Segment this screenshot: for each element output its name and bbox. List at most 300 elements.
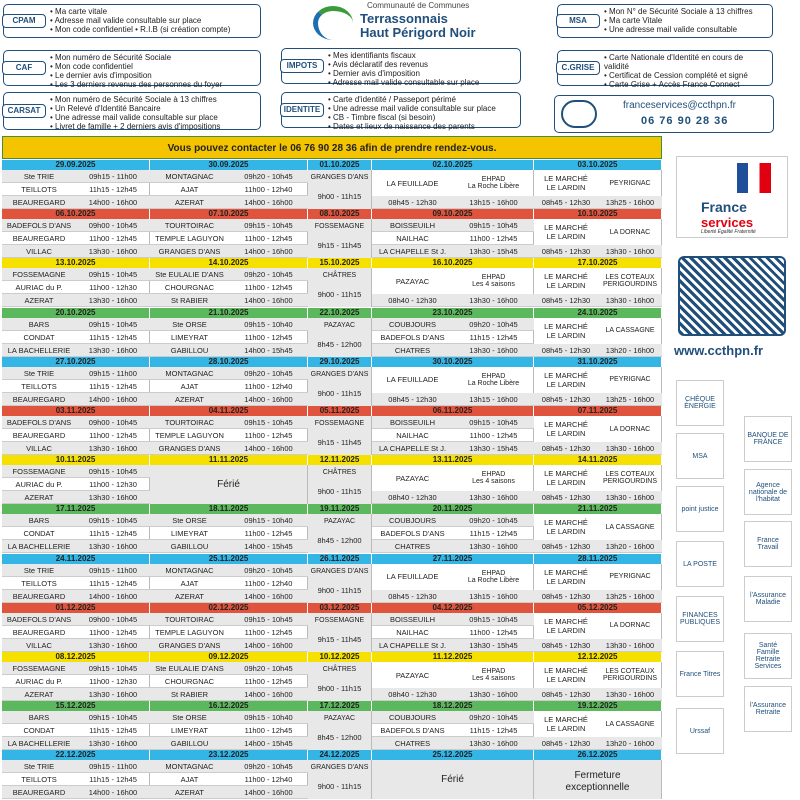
commune-name xyxy=(372,662,453,688)
day-block xyxy=(150,416,308,455)
day-block xyxy=(372,514,534,553)
day-date: 24.11.2025 xyxy=(2,554,150,564)
commune-name: CHATRES xyxy=(372,344,453,357)
day-date: 04.12.2025 xyxy=(372,603,534,613)
time-slot: 9h00 - 11h15 xyxy=(317,782,362,792)
commune-name: LE LARDIN xyxy=(546,675,586,684)
doc-item: • Mon N° de Sécurité Sociale à 13 chiffres xyxy=(604,7,768,16)
commune-name: VILLAC xyxy=(2,639,76,652)
day-block xyxy=(534,760,662,799)
time-slot: 13h20 - 16h00 xyxy=(598,344,662,357)
time-slot: 9h15 - 11h45 xyxy=(317,634,362,644)
time-slot: 08h45 - 12h30 xyxy=(534,294,598,307)
time-slot: 9h00 - 11h15 xyxy=(317,487,362,497)
day-block xyxy=(2,318,150,357)
commune-name: EHPAD xyxy=(481,471,506,479)
time-slot: 11h00 - 12h40 xyxy=(229,380,308,393)
doc-item: • Le dernier avis d'imposition xyxy=(50,71,256,80)
day-date: 19.12.2025 xyxy=(534,701,662,711)
time-slot: 09h20 - 10h45 xyxy=(229,760,308,773)
commune-name: LE MARCHÉ xyxy=(544,420,588,429)
commune-name xyxy=(598,416,662,442)
commune-name: Ste TRIE xyxy=(2,170,76,183)
commune-name: LES COTEAUX PERIGOURDINS xyxy=(602,471,658,486)
doc-item: • Carte Nationale d'Identité en cours de validité xyxy=(604,53,768,71)
commune-name: LE MARCHÉ xyxy=(544,567,588,577)
partner-logo: l'Assurance Maladie xyxy=(744,576,792,622)
commune-name xyxy=(598,219,662,245)
partner-logo: Agence nationale de l'habitat xyxy=(744,469,792,515)
commune-name: LA FEUILLADE xyxy=(386,572,439,582)
day-date: 20.10.2025 xyxy=(2,308,150,318)
doc-item: • Adresse mail valide consultable sur place xyxy=(50,16,256,25)
day-block xyxy=(2,170,150,209)
partner-logo: FINANCES PUBLIQUES xyxy=(676,596,724,642)
day-block xyxy=(2,711,150,750)
commune-name: Les 4 saisons xyxy=(472,281,515,289)
partner-logo: Urssaf xyxy=(676,708,724,754)
time-slot: 13h15 - 16h00 xyxy=(453,196,534,209)
day-date: 16.10.2025 xyxy=(372,258,534,268)
time-slot: 09h00 - 10h45 xyxy=(76,613,150,626)
commune-name: CHATRES xyxy=(372,737,453,750)
commune-name: LIMEYRAT xyxy=(150,527,229,540)
commune-name xyxy=(534,514,598,540)
commune-name: AZERAT xyxy=(2,491,76,504)
time-slot: 08h45 - 12h30 xyxy=(534,196,598,209)
commune-name: LIMEYRAT xyxy=(150,331,229,344)
commune-name: GRANGES D'ANS xyxy=(310,370,369,378)
commune-name: PEYRIGNAC xyxy=(609,573,651,581)
commune-name: AZERAT xyxy=(2,294,76,307)
commune-name: PEYRIGNAC xyxy=(609,376,651,384)
day-block xyxy=(308,711,372,750)
commune-name: LA CHAPELLE St J. xyxy=(372,639,453,652)
time-slot: 09h15 - 10h45 xyxy=(229,219,308,232)
doc-item: • Dernier avis d'imposition xyxy=(328,69,516,78)
week-row xyxy=(2,209,662,258)
commune-name: EHPAD xyxy=(481,372,506,380)
time-slot: 13h30 - 16h00 xyxy=(76,540,150,553)
day-date: 02.12.2025 xyxy=(150,603,308,613)
commune-name xyxy=(598,465,662,491)
commune-name: Ste EULALIE D'ANS xyxy=(150,268,229,281)
commune-name: LE LARDIN xyxy=(546,576,586,586)
day-block xyxy=(534,613,662,652)
doc-label: IMPOTS xyxy=(280,59,324,73)
time-slot: 09h15 - 10h45 xyxy=(76,465,150,478)
commune-name: BADEFOLS D'ANS xyxy=(372,724,453,737)
time-slot: 14h00 - 16h00 xyxy=(229,393,308,406)
contact-email[interactable]: franceservices@ccthpn.fr xyxy=(623,100,736,111)
time-slot: 14h00 - 16h00 xyxy=(76,786,150,799)
commune-name: Les 4 saisons xyxy=(472,675,515,682)
commune-name xyxy=(534,219,598,245)
commune-name: MONTAGNAC xyxy=(150,564,229,577)
doc-item: • Les 3 derniers revenus des personnes du foyer xyxy=(50,80,256,89)
doc-item: • CB - Timbre fiscal (si besoin) xyxy=(328,113,516,122)
time-slot: 11h00 - 12h45 xyxy=(229,675,308,688)
day-date: 24.12.2025 xyxy=(308,750,372,760)
time-slot: 9h00 - 11h15 xyxy=(317,585,362,595)
time-slot: 11h15 - 12h45 xyxy=(76,577,150,590)
day-block xyxy=(308,170,372,209)
day-block xyxy=(534,564,662,603)
time-slot: 11h15 - 12h45 xyxy=(76,527,150,540)
time-slot: 09h20 - 10h45 xyxy=(453,318,534,331)
time-slot: 14h00 - 15h45 xyxy=(229,344,308,357)
day-block xyxy=(534,514,662,553)
commune-name: PEYRIGNAC xyxy=(609,179,651,187)
time-slot: 14h00 - 16h00 xyxy=(229,786,308,799)
time-slot: 11h15 - 12h45 xyxy=(76,724,150,737)
doc-item: • Une adresse mail valide consultable sur place xyxy=(328,104,516,113)
day-date: 16.12.2025 xyxy=(150,701,308,711)
time-slot: 09h15 - 10h45 xyxy=(76,514,150,527)
day-block xyxy=(2,662,150,701)
commune-name: LE LARDIN xyxy=(546,281,586,291)
commune-name xyxy=(598,613,662,639)
time-slot: 13h30 - 16h00 xyxy=(76,688,150,701)
day-date: 05.11.2025 xyxy=(308,406,372,416)
time-slot: 11h00 - 12h45 xyxy=(229,724,308,737)
time-slot: 9h00 - 11h15 xyxy=(317,684,362,693)
day-date: 23.10.2025 xyxy=(372,308,534,318)
commune-name: LE LARDIN xyxy=(546,724,586,734)
commune-name xyxy=(534,268,598,294)
logo-swoosh-icon xyxy=(313,6,353,40)
commune-name: MONTAGNAC xyxy=(150,367,229,380)
day-date: 29.09.2025 xyxy=(2,160,150,170)
time-slot: 09h15 - 10h45 xyxy=(76,662,150,675)
time-slot: 08h40 - 12h30 xyxy=(372,294,453,307)
commune-name: LE LARDIN xyxy=(546,183,586,192)
day-date: 12.11.2025 xyxy=(308,455,372,465)
day-block xyxy=(2,268,150,307)
commune-name: LA DORNAC xyxy=(609,228,651,236)
commune-name: TOURTOIRAC xyxy=(150,416,229,429)
commune-name: BARS xyxy=(2,318,76,331)
commune-name xyxy=(372,170,453,196)
commune-name: AJAT xyxy=(150,773,229,786)
commune-name: BEAUREGARD xyxy=(2,196,76,209)
partner-logo: MSA xyxy=(676,433,724,479)
commune-name: LES COTEAUX PERIGOURDINS xyxy=(602,274,658,289)
commune-name xyxy=(598,268,662,294)
commune-name xyxy=(598,662,662,688)
time-slot: 14h00 - 16h00 xyxy=(76,196,150,209)
day-date: 01.12.2025 xyxy=(2,603,150,613)
week-row xyxy=(2,603,662,652)
commune-name xyxy=(534,416,598,442)
day-date: 03.12.2025 xyxy=(308,603,372,613)
day-date: 10.10.2025 xyxy=(534,209,662,219)
doc-item: • Avis déclaratif des revenus xyxy=(328,60,516,69)
day-block xyxy=(534,367,662,406)
day-date: 17.12.2025 xyxy=(308,701,372,711)
partner-logo: LA POSTE xyxy=(676,541,724,587)
day-date: 26.11.2025 xyxy=(308,554,372,564)
week-row xyxy=(2,406,662,455)
day-date: 15.12.2025 xyxy=(2,701,150,711)
website-url[interactable]: www.ccthpn.fr xyxy=(674,343,764,358)
commune-name: TEMPLE LAGUYON xyxy=(150,429,229,442)
commune-name: BADEFOLS D'ANS xyxy=(2,613,76,626)
doc-item: • Adresse mail valide consultable sur place xyxy=(328,78,516,87)
logo-line3: Haut Périgord Noir xyxy=(360,25,476,40)
commune-name: TEILLOTS xyxy=(2,183,76,196)
time-slot: 08h45 - 12h30 xyxy=(534,491,598,504)
commune-name: CONDAT xyxy=(2,527,76,540)
commune-name xyxy=(534,564,598,590)
commune-name: FOSSEMAGNE xyxy=(2,268,76,281)
day-block xyxy=(2,564,150,603)
commune-name: PAZAYAC xyxy=(323,518,356,526)
schedule-grid xyxy=(2,136,662,800)
commune-name: CONDAT xyxy=(2,331,76,344)
doc-item: • Dates et lieux de naissance des parents xyxy=(328,122,516,131)
day-block xyxy=(308,219,372,258)
commune-name: COUBJOURS xyxy=(372,318,453,331)
logo-line2: Terrassonnais xyxy=(360,11,448,26)
time-slot: 14h00 - 16h00 xyxy=(229,196,308,209)
documents-header xyxy=(0,0,800,136)
time-slot: 13h30 - 16h00 xyxy=(453,540,534,553)
day-date: 10.12.2025 xyxy=(308,652,372,662)
week-row xyxy=(2,504,662,553)
time-slot: 11h00 - 12h30 xyxy=(76,281,150,294)
time-slot: 09h15 - 10h40 xyxy=(229,318,308,331)
commune-name: LA CHAPELLE St J. xyxy=(372,442,453,455)
doc-item: • Mes identifiants fiscaux xyxy=(328,51,516,60)
commune-name: LE MARCHÉ xyxy=(544,715,588,725)
time-slot: 11h15 - 12h45 xyxy=(76,380,150,393)
commune-name: PAZAYAC xyxy=(323,321,356,329)
commune-name: BOISSEUILH xyxy=(372,613,453,626)
time-slot: 11h00 - 12h45 xyxy=(453,232,534,245)
time-slot: 09h20 - 10h45 xyxy=(229,170,308,183)
doc-label: CARSAT xyxy=(2,104,46,118)
time-slot: 8h45 - 12h00 xyxy=(317,536,362,546)
time-slot: 8h45 - 12h00 xyxy=(317,733,362,743)
doc-item: • Un Relevé d'Identité Bancaire xyxy=(50,104,256,113)
time-slot: 14h00 - 16h00 xyxy=(229,294,308,307)
doc-item: • Carte d'identité / Passeport périmé xyxy=(328,95,516,104)
time-slot: 11h15 - 12h45 xyxy=(76,773,150,786)
time-slot: 13h15 - 16h00 xyxy=(453,393,534,406)
day-date: 26.12.2025 xyxy=(534,750,662,760)
time-slot: 14h00 - 16h00 xyxy=(76,590,150,603)
time-slot: 09h15 - 10h45 xyxy=(76,711,150,724)
doc-item: • Livret de famille + 2 derniers avis d'impositions xyxy=(50,122,256,131)
day-date: 20.11.2025 xyxy=(372,504,534,514)
day-block xyxy=(308,514,372,553)
commune-name xyxy=(534,613,598,639)
time-slot: 11h00 - 12h40 xyxy=(229,577,308,590)
commune-name: NAILHAC xyxy=(372,232,453,245)
week-row xyxy=(2,455,662,504)
commune-name xyxy=(534,662,598,688)
commune-name: GRANGES D'ANS xyxy=(310,567,369,575)
time-slot: 9h15 - 11h45 xyxy=(317,438,362,447)
partner-logo: CHÈQUE ÉNERGIE xyxy=(676,380,724,426)
day-block xyxy=(308,465,372,504)
commune-name: BARS xyxy=(2,711,76,724)
day-date: 09.10.2025 xyxy=(372,209,534,219)
time-slot: 13h25 - 16h00 xyxy=(598,590,662,603)
partner-logo: France Travail xyxy=(744,521,792,567)
commune-name: LA FEUILLADE xyxy=(386,375,439,385)
time-slot: 9h00 - 11h15 xyxy=(317,290,362,300)
commune-name xyxy=(598,564,662,590)
commune-name: Ste TRIE xyxy=(2,760,76,773)
commune-name: La Roche Libère xyxy=(467,379,520,387)
time-slot: 13h15 - 16h00 xyxy=(453,590,534,603)
day-date: 04.11.2025 xyxy=(150,406,308,416)
day-block xyxy=(534,711,662,750)
day-block xyxy=(372,465,534,504)
time-slot: 14h00 - 16h00 xyxy=(229,639,308,652)
commune-name xyxy=(453,268,534,294)
time-slot: 09h15 - 10h45 xyxy=(453,219,534,232)
commune-name xyxy=(372,367,453,393)
commune-name: TEILLOTS xyxy=(2,380,76,393)
commune-name xyxy=(534,170,598,196)
time-slot: 09h15 - 10h45 xyxy=(76,318,150,331)
day-block xyxy=(2,760,150,799)
commune-name: PAZAYAC xyxy=(395,473,430,483)
doc-label: MSA xyxy=(556,14,600,28)
time-slot: 09h15 - 10h45 xyxy=(76,268,150,281)
day-block xyxy=(2,367,150,406)
time-slot: 08h45 - 12h30 xyxy=(534,688,598,701)
time-slot: 11h00 - 12h45 xyxy=(229,429,308,442)
time-slot: 08h40 - 12h30 xyxy=(372,688,453,701)
week-row xyxy=(2,357,662,406)
day-date: 25.11.2025 xyxy=(150,554,308,564)
time-slot: 13h30 - 16h00 xyxy=(598,245,662,258)
commune-name: EHPAD xyxy=(481,569,506,577)
time-slot: 09h15 - 11h00 xyxy=(76,564,150,577)
day-block xyxy=(2,416,150,455)
time-slot: 09h20 - 10h45 xyxy=(229,268,308,281)
day-date: 11.12.2025 xyxy=(372,652,534,662)
day-block xyxy=(150,514,308,553)
commune-name: LE LARDIN xyxy=(546,330,586,340)
time-slot: 14h00 - 15h45 xyxy=(229,737,308,750)
day-date: 30.09.2025 xyxy=(150,160,308,170)
commune-name xyxy=(453,170,534,196)
day-block xyxy=(150,268,308,307)
commune-name: LE MARCHÉ xyxy=(544,370,588,380)
commune-name: PAZAYAC xyxy=(395,276,430,286)
day-block xyxy=(372,662,534,701)
commune-name xyxy=(453,367,534,393)
time-slot: 08h45 - 12h30 xyxy=(534,393,598,406)
day-date: 14.10.2025 xyxy=(150,258,308,268)
day-block xyxy=(308,613,372,652)
commune-name: BEAUREGARD xyxy=(2,786,76,799)
day-block xyxy=(150,219,308,258)
time-slot: 13h30 - 16h00 xyxy=(598,639,662,652)
commune-name: FOSSEMAGNE xyxy=(314,616,365,624)
time-slot: 09h15 - 11h00 xyxy=(76,170,150,183)
time-slot: 08h45 - 12h30 xyxy=(534,737,598,750)
commune-name xyxy=(598,318,662,344)
time-slot: 13h30 - 16h00 xyxy=(598,294,662,307)
doc-item: • Mon code confidentiel • R.I.B (si création compte) xyxy=(50,25,256,34)
time-slot: 13h30 - 16h00 xyxy=(598,688,662,701)
commune-name: FOSSEMAGNE xyxy=(2,465,76,478)
commune-name xyxy=(534,465,598,491)
commune-name xyxy=(534,711,598,737)
commune-name: AJAT xyxy=(150,183,229,196)
commune-name xyxy=(372,268,453,294)
commune-name: BEAUREGARD xyxy=(2,429,76,442)
commune-name: CHOURGNAC xyxy=(150,281,229,294)
commune-name: NAILHAC xyxy=(372,429,453,442)
contact-phone[interactable]: 06 76 90 28 36 xyxy=(641,115,729,127)
commune-name xyxy=(598,367,662,393)
time-slot: 13h30 - 16h00 xyxy=(76,294,150,307)
commune-name: AZERAT xyxy=(150,590,229,603)
time-slot: 9h00 - 11h15 xyxy=(317,192,362,201)
commune-name: TEMPLE LAGUYON xyxy=(150,232,229,245)
qr-code-icon[interactable] xyxy=(678,256,786,336)
commune-name: EHPAD xyxy=(481,668,506,675)
commune-name: GABILLOU xyxy=(150,737,229,750)
commune-name: EHPAD xyxy=(481,274,506,282)
doc-label: CPAM xyxy=(2,14,46,28)
time-slot: 13h20 - 16h00 xyxy=(598,540,662,553)
cc-logo xyxy=(305,0,535,48)
day-date: 30.10.2025 xyxy=(372,357,534,367)
doc-item: • Certificat de Cession complété et signé xyxy=(604,71,768,80)
time-slot: 13h30 - 15h45 xyxy=(453,639,534,652)
commune-name: LA DORNAC xyxy=(609,425,651,433)
time-slot: 13h25 - 16h00 xyxy=(598,393,662,406)
commune-name: Ste ORSE xyxy=(150,318,229,331)
mail-phone-icon xyxy=(561,100,597,128)
doc-item: • Ma carte vitale xyxy=(50,7,256,16)
commune-name: MONTAGNAC xyxy=(150,760,229,773)
commune-name: LA CASSAGNE xyxy=(605,327,655,335)
time-slot: 11h00 - 12h45 xyxy=(453,429,534,442)
commune-name: LE LARDIN xyxy=(546,478,586,488)
commune-name: BADEFOLS D'ANS xyxy=(2,416,76,429)
day-block xyxy=(372,711,534,750)
doc-label: IDENTITE xyxy=(280,103,324,117)
commune-name: TEMPLE LAGUYON xyxy=(150,626,229,639)
commune-name: AJAT xyxy=(150,380,229,393)
time-slot: 11h00 - 12h45 xyxy=(76,429,150,442)
commune-name: La Roche Libère xyxy=(467,576,520,584)
week-row xyxy=(2,554,662,603)
commune-name: CHATRES xyxy=(372,540,453,553)
commune-name: St RABIER xyxy=(150,294,229,307)
commune-name: FOSSEMAGNE xyxy=(314,223,365,231)
commune-name: LE LARDIN xyxy=(546,625,586,635)
day-block xyxy=(308,662,372,701)
day-date: 29.10.2025 xyxy=(308,357,372,367)
commune-name: Ste TRIE xyxy=(2,367,76,380)
day-date: 12.12.2025 xyxy=(534,652,662,662)
day-date: 13.11.2025 xyxy=(372,455,534,465)
day-date: 07.11.2025 xyxy=(534,406,662,416)
doc-item: • Mon code confidentiel xyxy=(50,62,256,71)
time-slot: 08h45 - 12h30 xyxy=(372,393,453,406)
commune-name: LA BACHELLERIE xyxy=(2,540,76,553)
